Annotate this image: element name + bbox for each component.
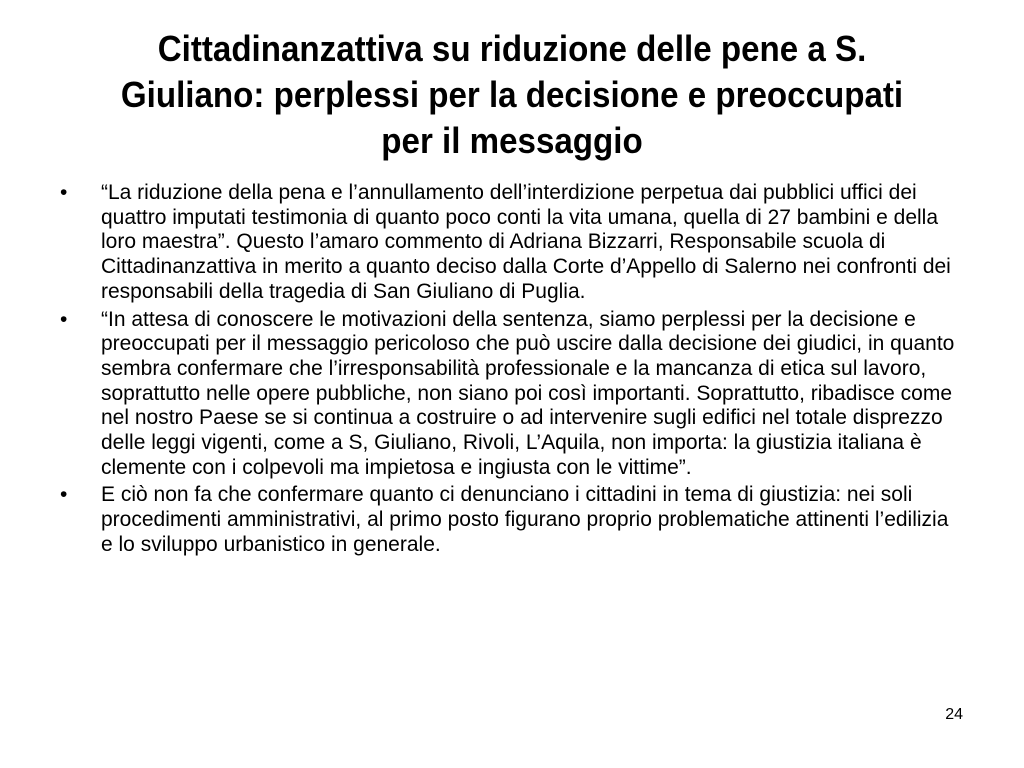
bullet-text: “In attesa di conoscere le motivazioni della sentenza, siamo perplessi per la decisione e preoccupati per il messaggio pericoloso che può uscire dalla decisione dei giudici, in quanto sembra confermare che l’irresponsabilità professionale e la mancanza di etica sul lavoro, soprattutto nelle opere pubbliche, non siano poi così importanti. Soprattutto, ribadisce come nel nostro Paese se si continua a costruire o ad intervenire sugli edifici nel totale disprezzo delle leggi vigenti, come a S, Giuliano, Rivoli, L’Aquila, non importa: la giustizia italiana è clemente con i colpevoli ma impietosa e ingiusta con le vittime”.: [101, 307, 955, 479]
bullet-item: [60, 308, 965, 481]
bullet-icon: •: [60, 181, 68, 204]
slide-number: 24: [945, 706, 963, 723]
bullet-icon: •: [60, 307, 68, 331]
bullet-item: [60, 483, 965, 557]
bullet-text: E ciò non fa che confermare quanto ci denunciano i cittadini in tema di giustizia: nei soli procedimenti amministrativi, al primo posto figurano proprio problematiche attinenti l’edilizia e lo sviluppo urbanistico in generale.: [101, 483, 949, 556]
bullet-list: [60, 181, 965, 561]
bullet-icon: •: [60, 483, 68, 507]
bullet-item: [60, 181, 965, 305]
slide-title: Cittadinanzattiva su riduzione delle pene a S. Giuliano: perplessi per la decisione e preoccupati per il messaggio: [120, 28, 904, 161]
bullet-text: “La riduzione della pena e l’annullamento dell’interdizione perpetua dai pubblici uffici dei quattro imputati testimonia di quanto poco conti la vita umana, quella di 27 bambini e della loro maestra”. Questo l’amaro commento di Adriana Bizzarri, Responsabile scuola di Cittadinanzattiva in merito a quanto deciso dalla Corte d’Appello di Salerno nei confronti dei responsabili della tragedia di San Giuliano di Puglia.: [101, 181, 951, 303]
